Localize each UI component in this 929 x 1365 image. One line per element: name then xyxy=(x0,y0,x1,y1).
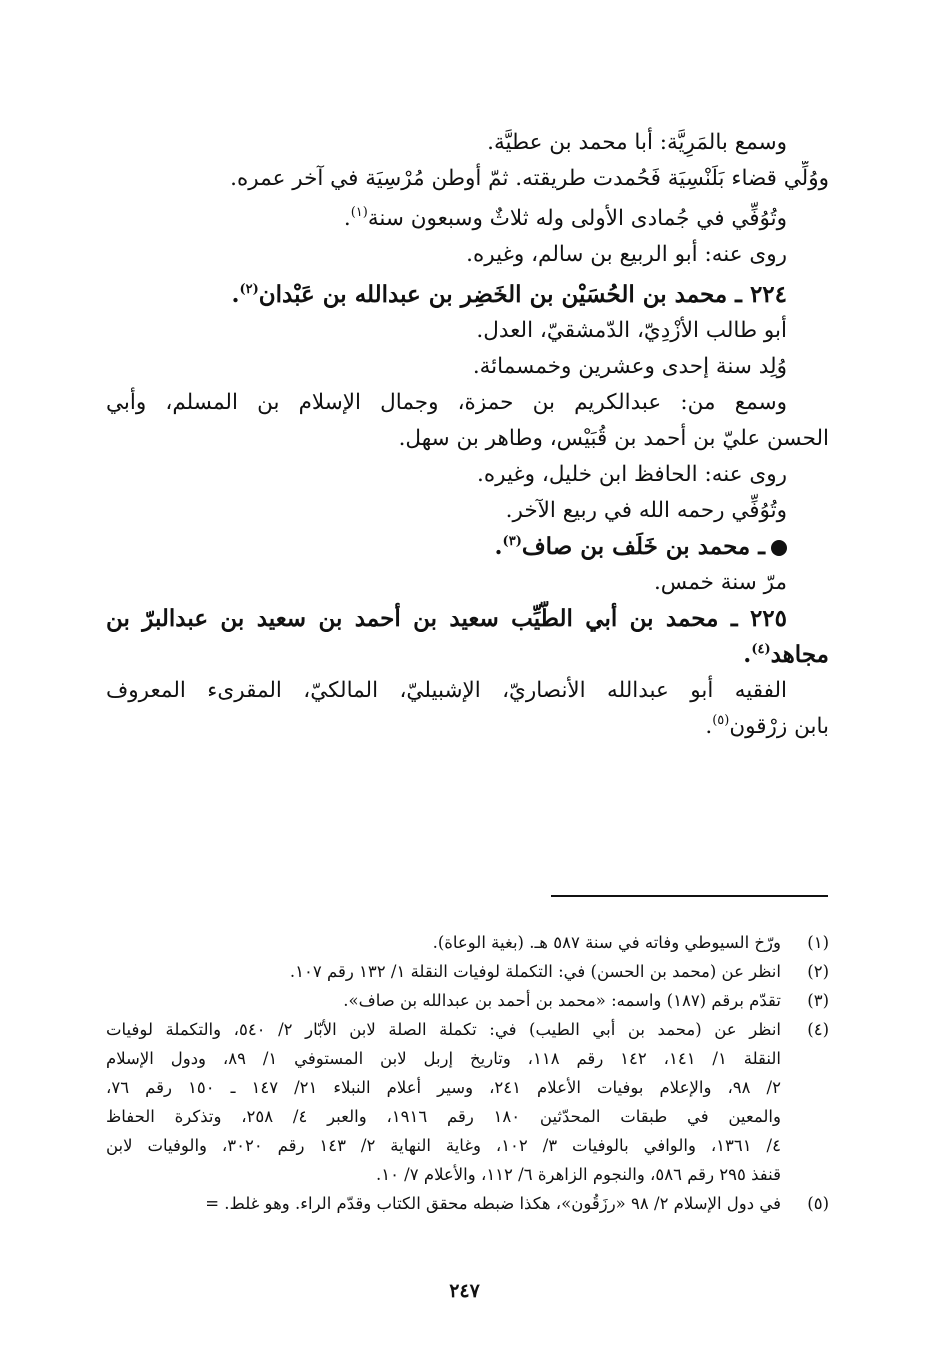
footnote-ref: (٢) xyxy=(239,282,259,297)
main-text xyxy=(106,125,829,745)
text-span: الحسن عليّ بن أحمد بن قُبَيْس، وطاهر بن سهل. xyxy=(398,426,829,451)
footnote-line: تقدّم برقم (١٨٧) واسمه: «محمد بن أحمد بن عبدالله بن صاف». xyxy=(343,991,781,1010)
text-line xyxy=(106,313,829,349)
text-span: . xyxy=(343,206,351,231)
footnote-ref: (٥) xyxy=(712,713,730,728)
footnote-number: (٤) xyxy=(807,1020,829,1039)
entry-title: ـ محمد بن خَلَف بن صاف xyxy=(521,533,765,560)
entry-title: ٢٢٤ ـ محمد بن الحُسَيْن بن الخَضِر بن عبدالله بن عَبْدان xyxy=(258,281,787,308)
entry-title: مجاهد xyxy=(770,641,829,668)
footnote xyxy=(106,1015,829,1189)
text-span: أبو طالب الأزْدِيّ، الدّمشقيّ، العدل. xyxy=(476,318,787,343)
entry-heading-225: ٢٢٥ ـ محمد بن أبي الطَّيِّب سعيد بن أحمد بن سعيد بن عبدالبرّ بن xyxy=(106,605,787,632)
footnote xyxy=(106,1189,829,1218)
entry-heading-224 xyxy=(106,277,829,313)
footnote-line: في دول الإسلام ٢/ ٩٨ «رزَقُون»، هكذا ضبطه محقق الكتاب وقدّم الراء. وهو غلط. = xyxy=(205,1194,781,1213)
footnote-ref: (٣) xyxy=(502,534,522,549)
text-span: بابن زرْقون xyxy=(729,714,829,739)
footnote-line: قنفذ ٢٩٥ رقم ٥٨٦، والنجوم الزاهرة ٦/ ١١٢، والأعلام ٧/ ١٠. xyxy=(375,1165,781,1184)
footnote-number: (٣) xyxy=(807,991,829,1010)
footnote-ref: (٤) xyxy=(751,642,771,657)
footnote-text xyxy=(106,1189,781,1218)
text-line xyxy=(106,421,829,457)
footnote-line: ٤/ ١٣٦١، والوافي بالوفيات ٣/ ١٠٢، وغاية النهاية ٢/ ١٤٣ رقم ٣٠٢٠، والوفيات لابن xyxy=(106,1136,781,1155)
cross-reference-entry xyxy=(106,529,829,565)
text-span: وتُوُفِّي في جُمادى الأولى وله ثلاثٌ وسبعون سنة xyxy=(367,206,787,231)
text-line xyxy=(106,565,829,601)
footnote xyxy=(106,986,829,1015)
footnote-line: انظر عن (محمد بن أبي الطيب) في: تكملة الصلة لابن الأبّار ٢/ ٥٤٠، والتكملة لوفيات xyxy=(106,1020,781,1039)
text-line xyxy=(106,349,829,385)
footnote xyxy=(106,928,829,957)
footnote-number: (١) xyxy=(807,933,829,952)
text-line xyxy=(106,493,829,529)
footnote-number: (٥) xyxy=(807,1194,829,1213)
footnotes xyxy=(106,928,829,1218)
text-span: . xyxy=(494,533,503,560)
footnote-text xyxy=(106,928,781,957)
page-number: ٢٤٧ xyxy=(449,1280,480,1302)
entry-heading-225-cont xyxy=(106,637,829,673)
footnote-number: (٢) xyxy=(807,962,829,981)
text-span: مرّ سنة خمس. xyxy=(653,570,787,595)
footnote-text xyxy=(106,957,781,986)
text-line xyxy=(106,709,829,745)
text-span: وُلِد سنة إحدى وعشرين وخمسمائة. xyxy=(472,354,787,379)
footnote-line: ورّخ السيوطي وفاته في سنة ٥٨٧ هـ. (بغية الوعاة). xyxy=(432,933,781,952)
text-line xyxy=(106,237,829,273)
footnote-text xyxy=(106,1015,781,1189)
footnote-line: النقلة ١/ ١٤١، ١٤٢ رقم ١١٨، وتاريخ إربل لابن المستوفي ١/ ٨٩، ودول الإسلام xyxy=(106,1049,781,1068)
text-line xyxy=(106,161,829,197)
text-line: الفقيه أبو عبدالله الأنصاريّ، الإشبيليّ، المالكيّ، المقرىء المعروف xyxy=(106,678,787,703)
text-span: وتُوُفِّي رحمه الله في ربيع الآخر. xyxy=(505,498,787,523)
text-span: . xyxy=(743,641,752,668)
footnote-line: ٢/ ٩٨، والإعلام بوفيات الأعلام ٢٤١، وسير أعلام النبلاء ٢١/ ١٤٧ ـ ١٥٠ رقم ٧٦، xyxy=(106,1078,781,1097)
footnote-text xyxy=(106,986,781,1015)
footnote xyxy=(106,957,829,986)
text-span: روى عنه: الحافظ ابن خليل، وغيره. xyxy=(476,462,787,487)
text-span: . xyxy=(231,281,240,308)
footnote-ref: (١) xyxy=(350,205,368,220)
footnote-line: والمعين في طبقات المحدّثين ١٨٠ رقم ١٩١٦، والعبر ٤/ ٢٥٨، وتذكرة الحفاظ xyxy=(106,1107,781,1126)
text-span: وسمع بالمَرِيَّة: أبا محمد بن عطيَّة. xyxy=(487,130,787,155)
bullet-marker xyxy=(771,540,787,556)
footnote-line: انظر عن (محمد بن الحسن) في: التكملة لوفيات النقلة ١/ ١٣٢ رقم ١٠٧. xyxy=(289,962,781,981)
text-line xyxy=(106,125,829,161)
text-line xyxy=(106,457,829,493)
text-line xyxy=(106,201,829,237)
text-span: ووُلِّي قضاء بَلَنْسِيَة فَحُمدت طريقته. ثمّ أوطن مُرْسِيَة في آخر عمره. xyxy=(230,166,829,191)
text-span: . xyxy=(705,714,713,739)
text-span: روى عنه: أبو الربيع بن سالم، وغيره. xyxy=(466,242,787,267)
text-line: وسمع من: عبدالكريم بن حمزة، وجمال الإسلام بن المسلم، وأبي xyxy=(106,390,787,415)
footnote-separator xyxy=(551,895,828,897)
